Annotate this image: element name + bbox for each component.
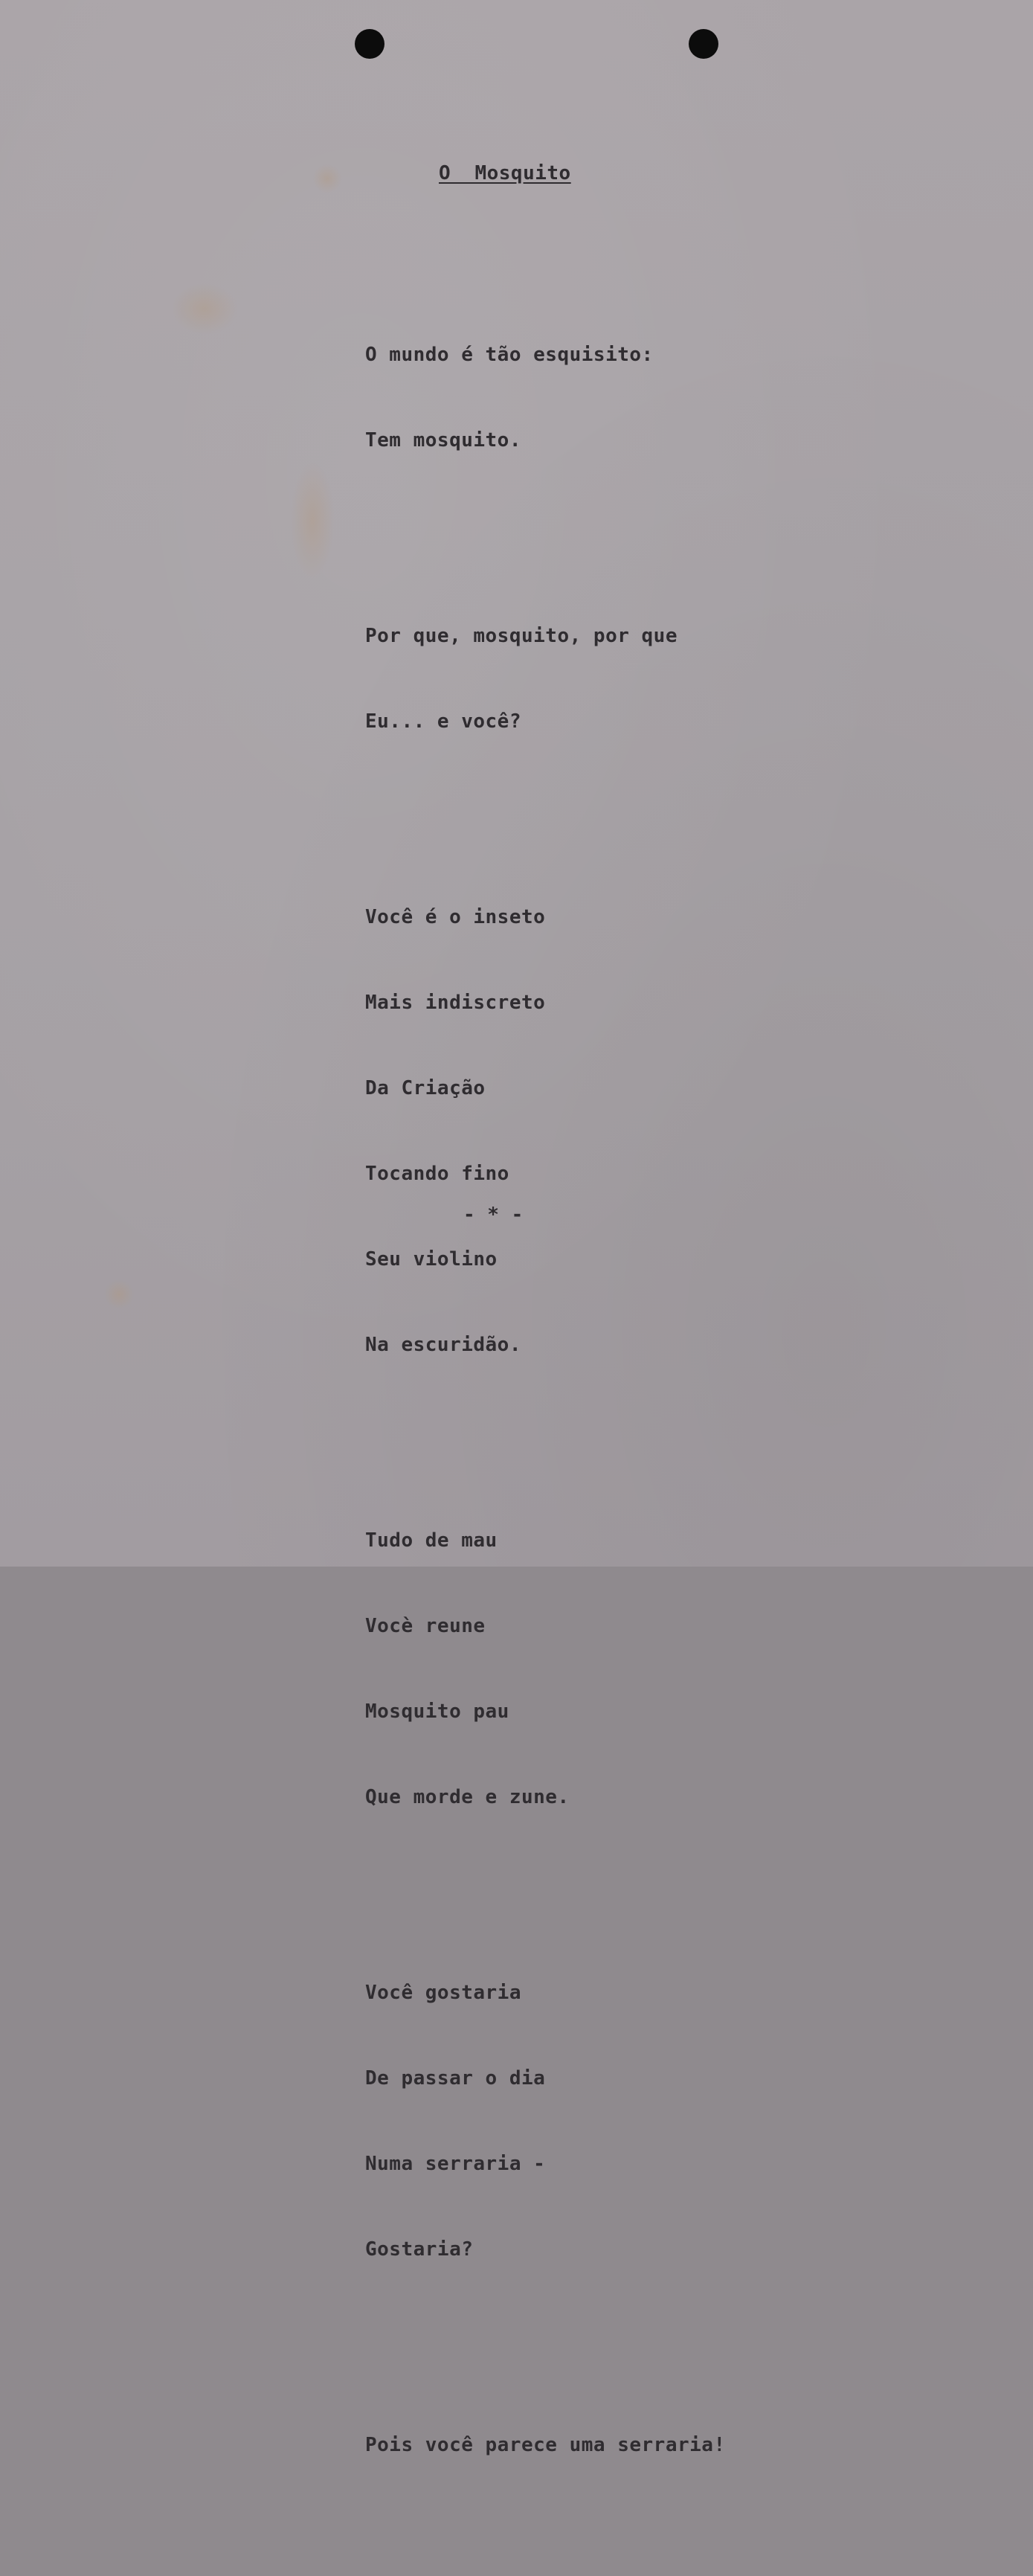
poem-line: Você é o inseto xyxy=(365,906,546,928)
end-ornament: - * - xyxy=(463,1204,524,1226)
poem-line: Da Criação xyxy=(365,1077,486,1099)
punch-hole xyxy=(355,29,384,59)
poem-line: Tudo de mau xyxy=(365,1529,498,1552)
stanza xyxy=(365,290,726,506)
paper-stain xyxy=(290,461,335,580)
poem-line: Tocando fino xyxy=(365,1163,509,1185)
paper-stain xyxy=(171,283,238,335)
punch-hole xyxy=(689,29,718,59)
stanza xyxy=(365,852,726,1410)
poem-line: O mundo é tão esquisito: xyxy=(365,344,654,366)
poem-line: Seu violino xyxy=(365,1248,498,1271)
stanza xyxy=(365,571,726,787)
poem-body xyxy=(365,245,726,2576)
poem-line: Pois você parece uma serraria! xyxy=(365,2434,726,2456)
poem-line: Mais indiscreto xyxy=(365,992,546,1014)
poem-line: Eu... e você? xyxy=(365,710,521,733)
poem-line: Numa serraria - xyxy=(365,2153,546,2175)
paper-stain xyxy=(312,164,342,193)
paper-stain xyxy=(104,1279,134,1309)
poem-line: Na escuridão. xyxy=(365,1334,521,1356)
stanza xyxy=(365,2380,726,2511)
poem-line: De passar o dia xyxy=(365,2067,546,2090)
poem-line: Gostaria? xyxy=(365,2238,474,2261)
poem-line: Que morde e zune. xyxy=(365,1786,570,1808)
poem-title: O Mosquito xyxy=(439,162,571,184)
poem-line: Mosquito pau xyxy=(365,1700,509,1723)
stanza xyxy=(365,1928,726,2315)
poem-line: Vocè reune xyxy=(365,1615,486,1637)
poem-line: Você gostaria xyxy=(365,1982,521,2004)
poem-line: Por que, mosquito, por que xyxy=(365,625,678,647)
stanza xyxy=(365,1476,726,1863)
poem-line: Tem mosquito. xyxy=(365,429,521,452)
